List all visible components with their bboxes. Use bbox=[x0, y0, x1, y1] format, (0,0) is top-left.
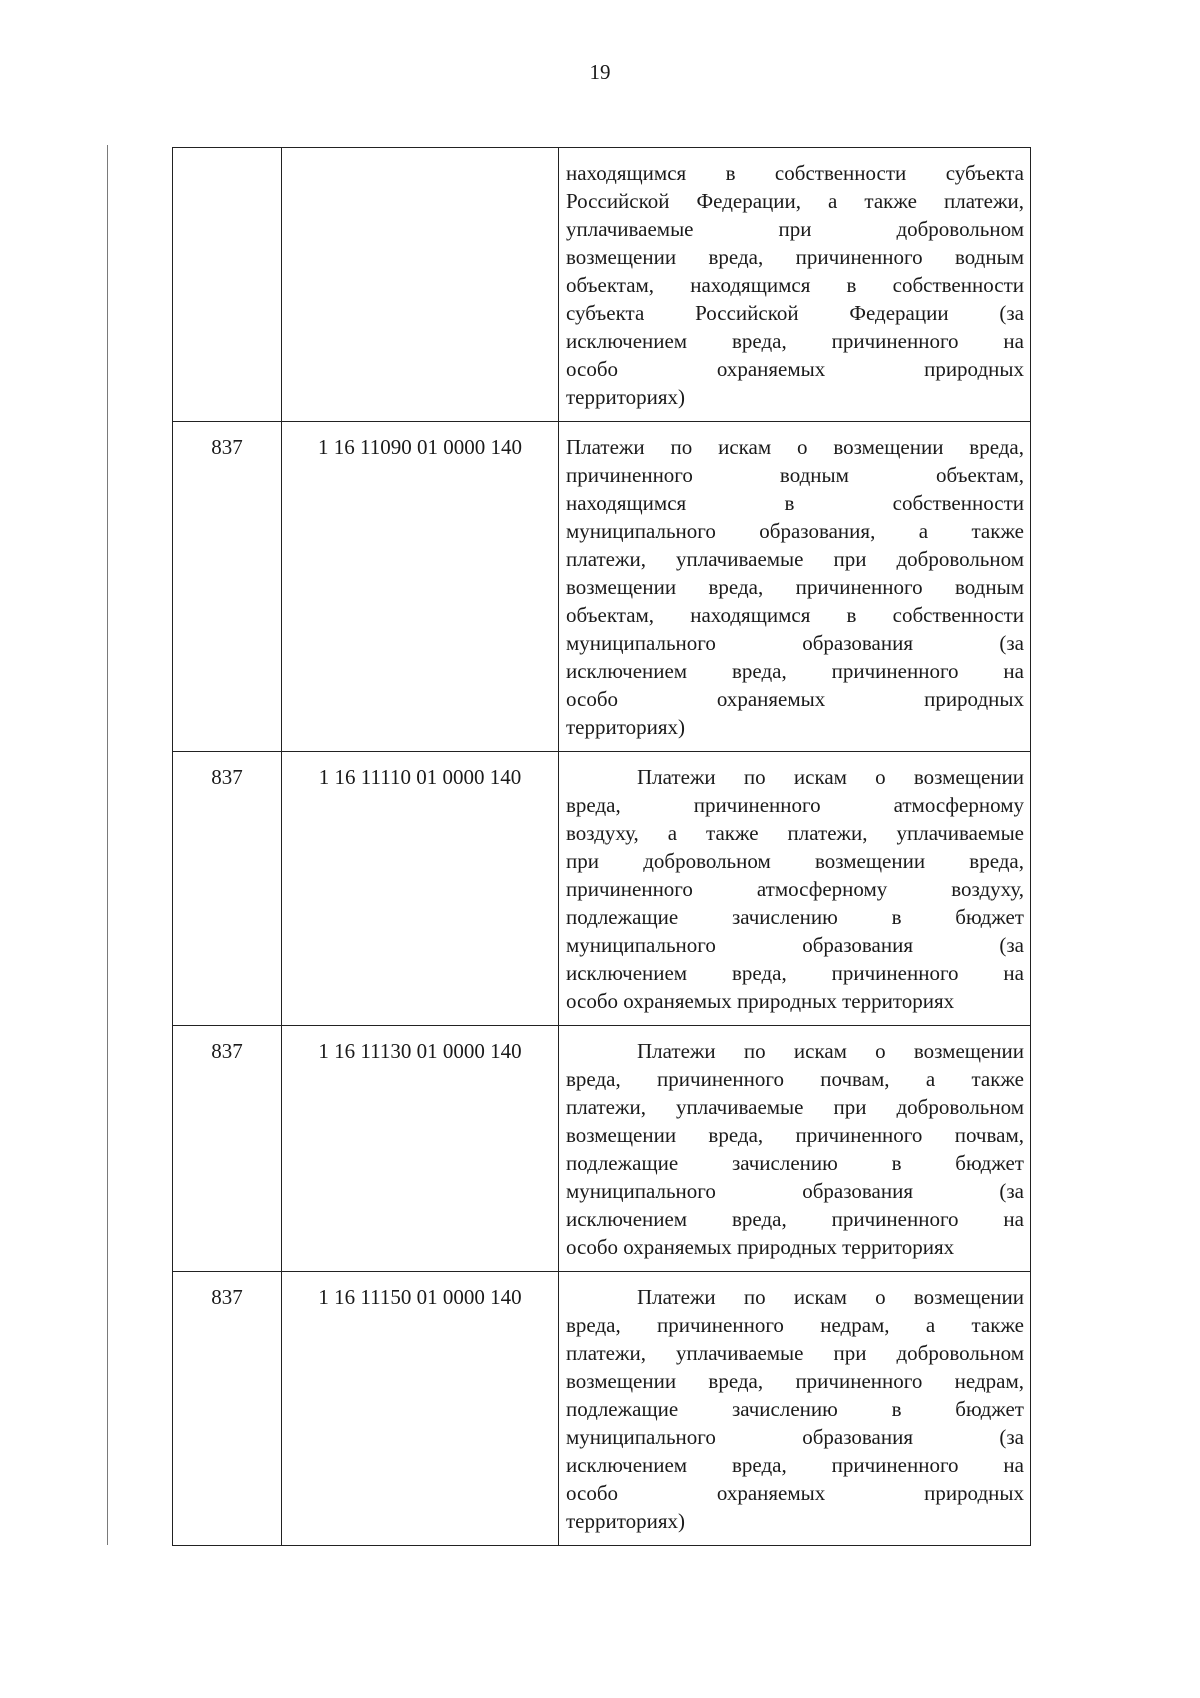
description-line: платежи, уплачиваемые при добровольном bbox=[566, 1341, 1024, 1365]
admin-code-cell: 837 bbox=[173, 1026, 282, 1272]
description-line: исключением вреда, причиненного на bbox=[566, 961, 1024, 985]
description-line: вреда, причиненного почвам, а также bbox=[566, 1067, 1024, 1091]
table-row bbox=[173, 752, 1031, 1026]
description-line: вреда, причиненного недрам, а также bbox=[566, 1313, 1024, 1337]
description-line: территориях) bbox=[566, 715, 686, 739]
description-line: исключением вреда, причиненного на bbox=[566, 1207, 1024, 1231]
kbk-code-cell: 1 16 11130 01 0000 140 bbox=[282, 1026, 559, 1272]
description-line: особо охраняемых природных территориях bbox=[566, 989, 955, 1013]
admin-code-cell bbox=[173, 148, 282, 422]
description-line: возмещении вреда, причиненного недрам, bbox=[566, 1369, 1024, 1393]
kbk-code-cell: 1 16 11150 01 0000 140 bbox=[282, 1272, 559, 1546]
description-line: особо охраняемых природных bbox=[566, 1481, 1024, 1505]
description-line: платежи, уплачиваемые при добровольном bbox=[566, 1095, 1024, 1119]
description-line: Платежи по искам о возмещении bbox=[637, 765, 1024, 789]
description-line: возмещении вреда, причиненного почвам, bbox=[566, 1123, 1024, 1147]
description-line: муниципального образования (за bbox=[566, 933, 1024, 957]
admin-code-cell: 837 bbox=[173, 1272, 282, 1546]
description-line: Платежи по искам о возмещении bbox=[637, 1285, 1024, 1309]
description-cell bbox=[559, 1272, 1031, 1546]
description-line: исключением вреда, причиненного на bbox=[566, 329, 1024, 353]
description-line: исключением вреда, причиненного на bbox=[566, 659, 1024, 683]
description-line: платежи, уплачиваемые при добровольном bbox=[566, 547, 1024, 571]
description-line: муниципального образования (за bbox=[566, 1179, 1024, 1203]
table-row bbox=[173, 1026, 1031, 1272]
budget-classification-table bbox=[172, 147, 1031, 1546]
admin-code-cell: 837 bbox=[173, 752, 282, 1026]
description-line: исключением вреда, причиненного на bbox=[566, 1453, 1024, 1477]
description-line: подлежащие зачислению в бюджет bbox=[566, 905, 1024, 929]
description-cell bbox=[559, 752, 1031, 1026]
kbk-code-cell bbox=[282, 148, 559, 422]
description-line: уплачиваемые при добровольном bbox=[566, 217, 1024, 241]
description-cell bbox=[559, 422, 1031, 752]
description-line: объектам, находящимся в собственности bbox=[566, 603, 1024, 627]
table-row bbox=[173, 1272, 1031, 1546]
description-line: причиненного водным объектам, bbox=[566, 463, 1024, 487]
description-line: подлежащие зачислению в бюджет bbox=[566, 1151, 1024, 1175]
page-number: 19 bbox=[589, 60, 611, 84]
description-line: Российской Федерации, а также платежи, bbox=[566, 189, 1024, 213]
description-cell bbox=[559, 1026, 1031, 1272]
kbk-code-cell: 1 16 11090 01 0000 140 bbox=[282, 422, 559, 752]
description-line: при добровольном возмещении вреда, bbox=[566, 849, 1024, 873]
description-line: возмещении вреда, причиненного водным bbox=[566, 245, 1024, 269]
margin-line bbox=[107, 145, 108, 1545]
description-line: особо охраняемых природных территориях bbox=[566, 1235, 955, 1259]
description-line: находящимся в собственности субъекта bbox=[566, 161, 1024, 185]
table-row bbox=[173, 422, 1031, 752]
description-line: территориях) bbox=[566, 385, 686, 409]
description-line: особо охраняемых природных bbox=[566, 687, 1024, 711]
table-body bbox=[173, 148, 1031, 1546]
description-line: возмещении вреда, причиненного водным bbox=[566, 575, 1024, 599]
description-line: причиненного атмосферному воздуху, bbox=[566, 877, 1024, 901]
description-line: муниципального образования (за bbox=[566, 631, 1024, 655]
description-line: муниципального образования, а также bbox=[566, 519, 1024, 543]
admin-code-cell: 837 bbox=[173, 422, 282, 752]
description-line: особо охраняемых природных bbox=[566, 357, 1024, 381]
description-line: находящимся в собственности bbox=[566, 491, 1024, 515]
kbk-code-cell: 1 16 11110 01 0000 140 bbox=[282, 752, 559, 1026]
description-line: Платежи по искам о возмещении bbox=[637, 1039, 1024, 1063]
description-line: вреда, причиненного атмосферному bbox=[566, 793, 1024, 817]
description-line: муниципального образования (за bbox=[566, 1425, 1024, 1449]
description-line: объектам, находящимся в собственности bbox=[566, 273, 1024, 297]
description-line: территориях) bbox=[566, 1509, 686, 1533]
description-line: субъекта Российской Федерации (за bbox=[566, 301, 1024, 325]
description-line: подлежащие зачислению в бюджет bbox=[566, 1397, 1024, 1421]
description-line: воздуху, а также платежи, уплачиваемые bbox=[566, 821, 1024, 845]
description-line: Платежи по искам о возмещении вреда, bbox=[566, 435, 1024, 459]
table-row bbox=[173, 148, 1031, 422]
description-cell bbox=[559, 148, 1031, 422]
